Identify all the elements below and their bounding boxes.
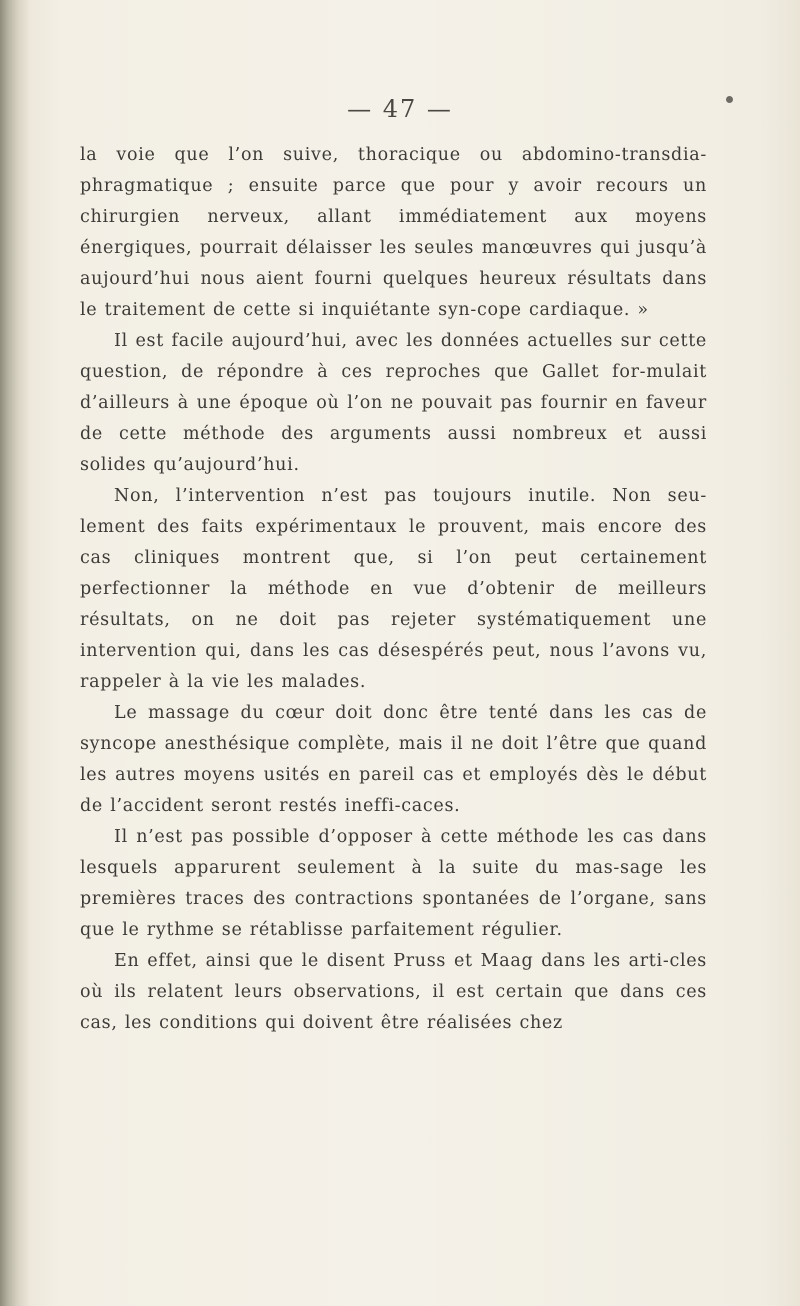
page-number: — 47 —: [347, 95, 453, 123]
binding-shadow: [0, 0, 30, 1306]
body-text: [80, 140, 707, 1039]
paragraph: Il n’est pas possible d’opposer à cette méthode les cas dans lesquels apparurent seulement à la suite du mas-sage les premières traces des contractions spontanées de l’organe, sans que le rythme se rétablisse parfaitement régulier.: [80, 827, 707, 940]
paragraph: la voie que l’on suive, thoracique ou abdomino-transdia-phragmatique ; ensuite parce que pour y avoir recours un chirurgien nerveux, allant immédiatement aux moyens énergiques, pourrait délaisser les seules manœuvres qui jusqu’à aujourd’hui nous aient fourni quelques heureux résultats dans le traitement de cette si inquiétante syn-cope cardiaque. »: [80, 145, 707, 320]
paragraph: Il est facile aujourd’hui, avec les données actuelles sur cette question, de répondre à ces reproches que Gallet for-mulait d’ailleurs à une époque où l’on ne pouvait pas fournir en faveur de cette méthode des arguments aussi nombreux et aussi solides qu’aujourd’hui.: [80, 331, 707, 475]
ink-dot: [726, 96, 733, 103]
paragraph: Le massage du cœur doit donc être tenté dans les cas de syncope anesthésique complète, mais il ne doit l’être que quand les autres moyens usités en pareil cas et employés dès le début de l’accident seront restés ineffi-caces.: [80, 703, 707, 816]
paragraph: Non, l’intervention n’est pas toujours inutile. Non seu-lement des faits expérimentaux le prouvent, mais encore des cas cliniques montrent que, si l’on peut certainement perfectionner la méthode en vue d’obtenir de meilleurs résultats, on ne doit pas rejeter systématiquement une intervention qui, dans les cas désespérés peut, nous l’avons vu, rappeler à la vie les malades.: [80, 486, 707, 692]
paragraph: En effet, ainsi que le disent Pruss et Maag dans les arti-cles où ils relatent leurs observations, il est certain que dans ces cas, les conditions qui doivent être réalisées chez: [80, 951, 707, 1033]
